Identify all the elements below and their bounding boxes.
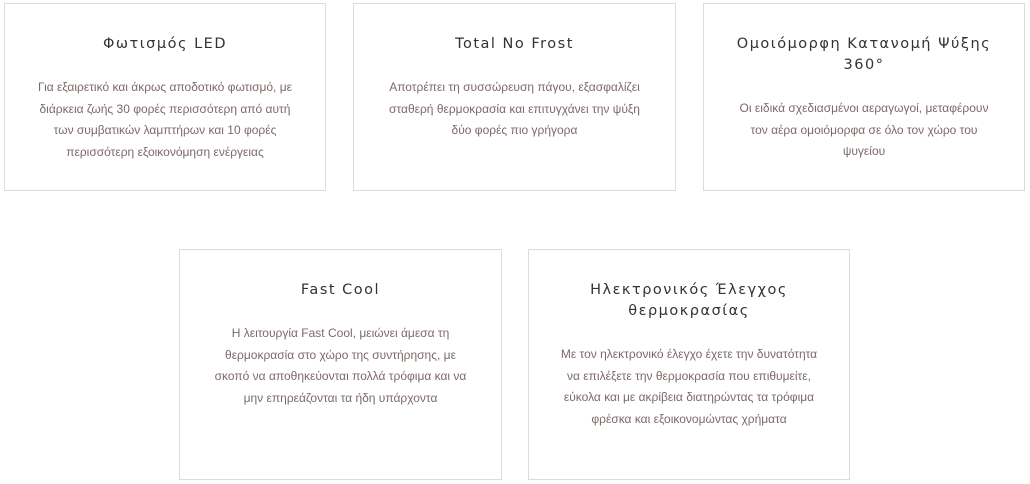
feature-description: Η λειτουργία Fast Cool, μειώνει άμεσα τη θερμοκρασία στο χώρο της συντήρησης, με σκοπό να αποθηκεύονται πολλά τρόφιμα και να μην επηρεάζονται τα ήδη υπάρχοντα: [214, 326, 467, 406]
feature-description: Για εξαιρετικό και άκρως αποδοτικό φωτισμό, με διάρκεια ζωής 30 φορές περισσότερη από αυτή των συμβατικών λαμπτήρων και 10 φορές περισσότερη εξοικονόμηση ενέργειας: [37, 80, 292, 160]
feature-title: Total No Frost: [455, 36, 574, 52]
feature-title: Fast Cool: [300, 282, 381, 298]
feature-description: Με τον ηλεκτρονικό έλεγχο έχετε την δυνατότητα να επιλέξετε την θερμοκρασία που επιθυμείτε, εύκολα και με ακρίβεια διατηρώντας τα τρόφιμα φρέσκα και εξοικονομώντας χρήματα: [560, 347, 818, 427]
feature-card-360-cooling: [703, 3, 1025, 191]
feature-description: Αποτρέπει τη συσσώρευση πάγου, εξασφαλίζει σταθερή θερμοκρασία και επιτυγχάνει την ψύξη δύο φορές πιο γρήγορα: [389, 80, 640, 138]
feature-card-fast-cool: [179, 249, 502, 480]
feature-description: Οι ειδικά σχεδιασμένοι αεραγωγοί, μεταφέρουν τον αέρα ομοιόμορφα σε όλο τον χώρο του ψυγείου: [739, 101, 989, 159]
feature-title: Ηλεκτρονικός Έλεγχος θερμοκρασίας: [590, 282, 788, 319]
feature-title: Φωτισμός LED: [102, 36, 227, 52]
feature-card-total-no-frost: [353, 3, 676, 191]
feature-card-led-lighting: [4, 3, 326, 191]
feature-card-electronic-temperature-control: [528, 249, 850, 480]
feature-title: Ομοιόμορφη Κατανομή Ψύξης 360°: [736, 36, 992, 73]
